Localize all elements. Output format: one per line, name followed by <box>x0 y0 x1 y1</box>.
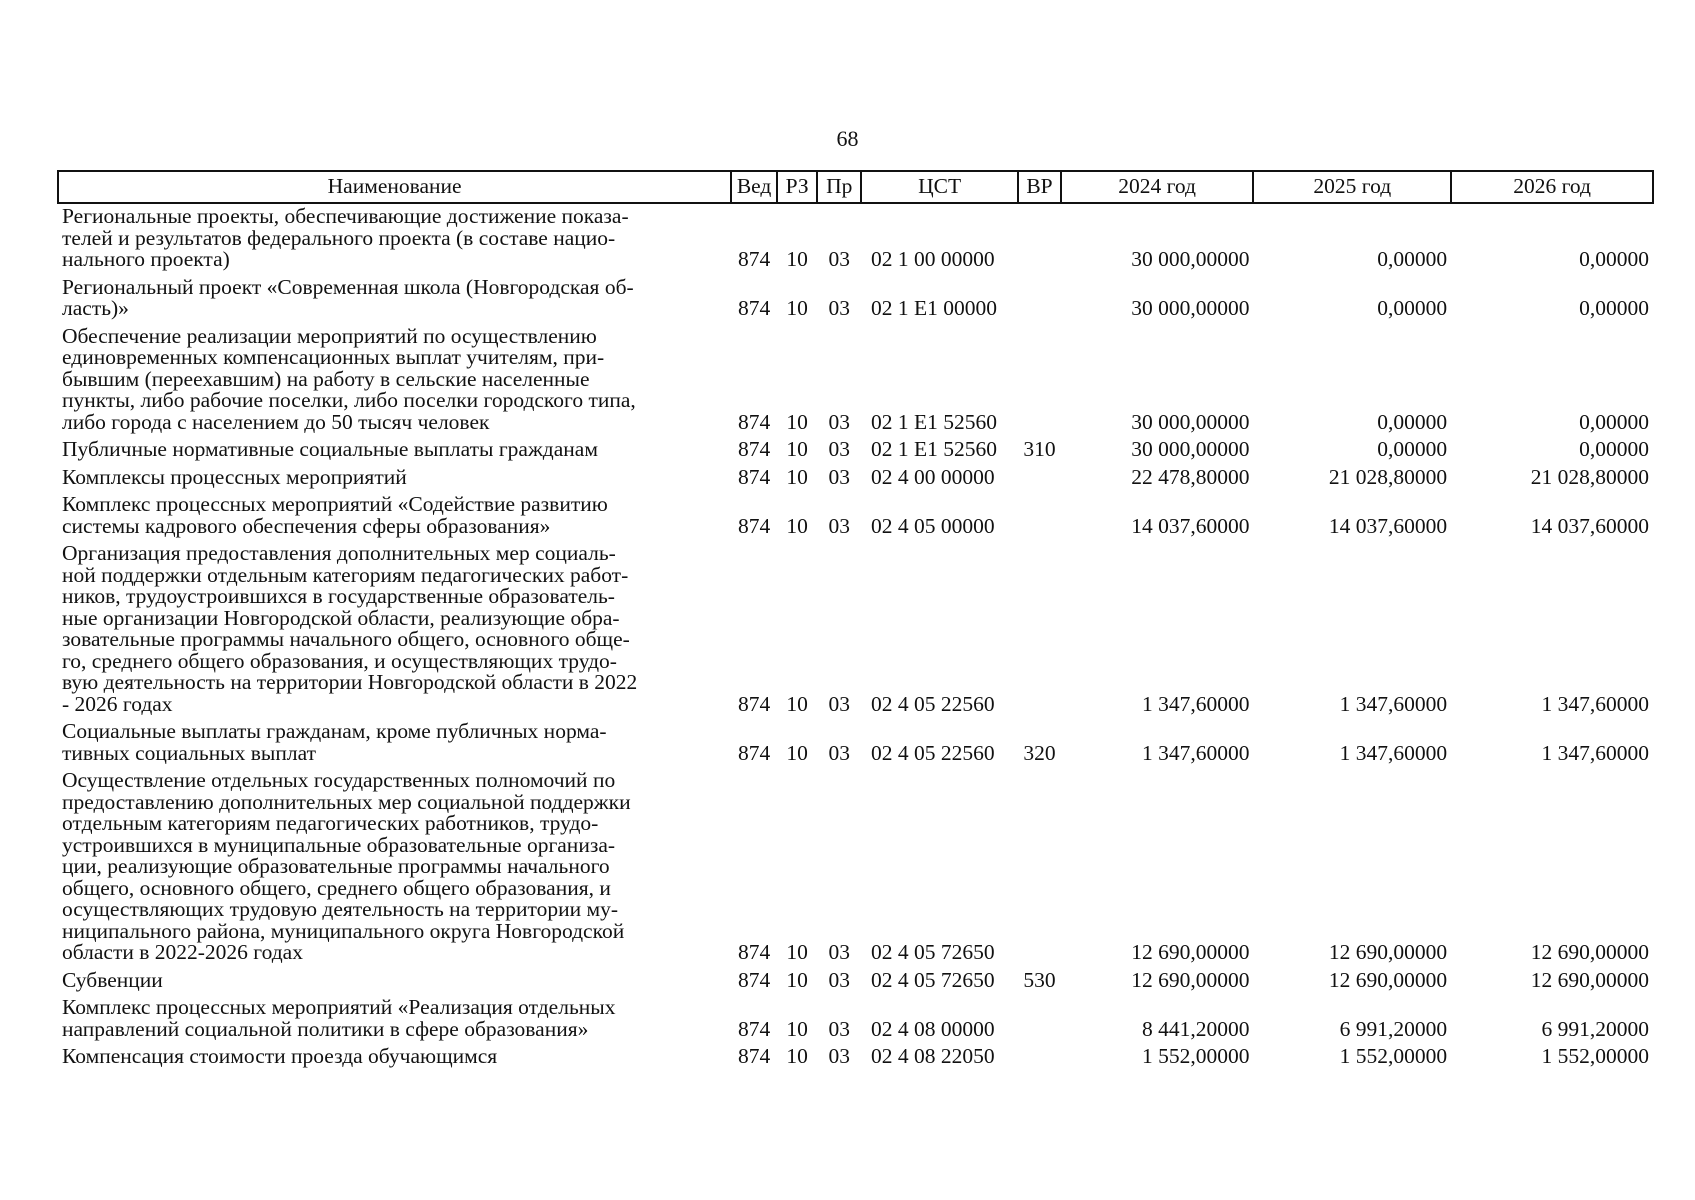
header-rz: РЗ <box>777 171 818 203</box>
row-cst: 02 1 E1 52560 <box>871 409 998 434</box>
header-ved: Вед <box>731 171 777 203</box>
row-name <box>58 275 731 324</box>
row-name <box>58 995 731 1044</box>
header-2025: 2025 год <box>1253 171 1451 203</box>
row-vr: 310 <box>1023 437 1056 461</box>
row-name-line: бывшим (переехавшим) на работу в сельские населенные <box>62 366 590 391</box>
row-rz: 10 <box>786 409 808 434</box>
row-amount-2026: 14 037,60000 <box>1530 513 1649 538</box>
row-cst: 02 4 05 72650 <box>871 967 995 992</box>
row-name <box>58 541 731 719</box>
table-row <box>58 541 1653 719</box>
row-pr: 03 <box>828 409 850 434</box>
row-name <box>58 719 731 768</box>
row-amount-2025: 12 690,00000 <box>1328 967 1448 992</box>
header-2024: 2024 год <box>1061 171 1254 203</box>
row-amount-2025: 12 690,00000 <box>1328 940 1448 964</box>
table-row <box>58 995 1653 1044</box>
row-pr: 03 <box>828 691 850 716</box>
row-vr <box>1018 492 1061 541</box>
table-header-row <box>58 171 1653 203</box>
row-ved: 874 <box>737 409 771 434</box>
row-name-line: отдельным категориям педагогических работников, трудо- <box>62 811 599 835</box>
row-amount-2024: 1 347,60000 <box>1141 740 1250 765</box>
row-name-line: ной поддержки отдельным категориям педагогических работ- <box>62 562 629 587</box>
row-name-line: общего, основного общего, среднего общего образования, и <box>62 875 611 900</box>
row-ved: 874 <box>737 967 771 992</box>
row-amount-2024: 30 000,00000 <box>1131 437 1250 461</box>
row-amount-2024: 12 690,00000 <box>1131 967 1250 992</box>
row-vr: 530 <box>1023 967 1056 992</box>
row-amount-2025: 0,00000 <box>1377 247 1448 271</box>
row-amount-2026: 6 991,20000 <box>1541 1016 1649 1041</box>
row-pr: 03 <box>828 1016 850 1041</box>
row-name <box>58 324 731 438</box>
row-name-line: ные организации Новгородской области, реализующие обра- <box>62 605 620 630</box>
table-row <box>58 492 1653 541</box>
row-name-line: Комплекс процессных мероприятий «Содействие развитию <box>62 492 608 516</box>
row-rz: 10 <box>786 247 808 271</box>
row-cst: 02 4 05 22560 <box>871 691 995 716</box>
row-name-line: ниципального района, муниципального округа Новгородской <box>62 918 625 943</box>
page-number: 68 <box>836 126 859 151</box>
row-name-line: вую деятельность на территории Новгородской области в 2022 <box>62 670 638 694</box>
row-amount-2024: 1 347,60000 <box>1141 691 1250 716</box>
row-name-line: области в 2022-2026 годах <box>62 940 303 964</box>
row-cst: 02 1 E1 00000 <box>871 296 998 320</box>
row-vr <box>1018 995 1061 1044</box>
row-pr: 03 <box>828 247 850 271</box>
row-amount-2026: 0,00000 <box>1579 409 1649 434</box>
row-amount-2024: 1 552,00000 <box>1141 1044 1250 1068</box>
table-row <box>58 719 1653 768</box>
row-rz: 10 <box>786 1016 808 1041</box>
row-cst: 02 4 08 22050 <box>871 1044 995 1068</box>
row-name-line: единовременных компенсационных выплат учителям, при- <box>62 345 605 369</box>
row-cst: 02 4 00 00000 <box>871 464 995 489</box>
row-name <box>58 437 731 465</box>
row-rz: 10 <box>786 740 808 765</box>
row-name-line: Комплексы процессных мероприятий <box>62 464 407 489</box>
row-vr <box>1018 324 1061 438</box>
row-amount-2024: 22 478,80000 <box>1131 464 1250 489</box>
row-name-line: Организация предоставления дополнительных мер социаль- <box>62 541 616 565</box>
row-name-line: осуществляющих трудовую деятельность на территории му- <box>62 897 619 921</box>
row-name-line: Обеспечение реализации мероприятий по осуществлению <box>62 323 597 348</box>
row-amount-2024: 30 000,00000 <box>1131 296 1250 320</box>
row-amount-2026: 1 552,00000 <box>1541 1044 1649 1068</box>
row-name-line: - 2026 годах <box>62 691 173 716</box>
table-body <box>58 203 1653 1072</box>
row-amount-2026: 0,00000 <box>1579 437 1649 461</box>
row-ved: 874 <box>737 247 771 271</box>
row-amount-2026: 0,00000 <box>1579 247 1649 271</box>
header-name: Наименование <box>58 171 731 203</box>
row-cst: 02 4 05 22560 <box>871 740 995 765</box>
row-ved: 874 <box>737 296 771 320</box>
row-rz: 10 <box>786 296 808 320</box>
row-name-line: го, среднего общего образования, и осуществляющих трудо- <box>62 648 617 673</box>
row-rz: 10 <box>786 691 808 716</box>
row-ved: 874 <box>737 740 771 765</box>
row-vr <box>1018 465 1061 493</box>
header-vr: ВР <box>1018 171 1061 203</box>
row-ved: 874 <box>737 1044 771 1068</box>
row-name <box>58 203 731 275</box>
row-name-line: ласть)» <box>62 296 129 320</box>
row-ved: 874 <box>737 691 771 716</box>
row-name-line: ции, реализующие образовательные программы начального <box>62 854 610 878</box>
table-row <box>58 203 1653 275</box>
row-name-line: Региональный проект «Современная школа (Новгородская об- <box>62 274 634 299</box>
row-name-line: предоставлению дополнительных мер социальной поддержки <box>62 789 631 814</box>
row-amount-2024: 30 000,00000 <box>1131 409 1250 434</box>
header-2026: 2026 год <box>1451 171 1653 203</box>
row-rz: 10 <box>786 437 808 461</box>
row-ved: 874 <box>737 1016 771 1041</box>
row-pr: 03 <box>828 296 850 320</box>
table-row <box>58 768 1653 968</box>
row-amount-2025: 6 991,20000 <box>1339 1016 1448 1041</box>
row-amount-2024: 14 037,60000 <box>1131 513 1250 538</box>
row-ved: 874 <box>737 513 771 538</box>
row-pr: 03 <box>828 464 850 489</box>
row-name-line: Осуществление отдельных государственных полномочий по <box>62 768 616 792</box>
row-vr <box>1018 768 1061 968</box>
row-cst: 02 4 05 00000 <box>871 513 995 538</box>
row-cst: 02 4 05 72650 <box>871 940 995 964</box>
table-row <box>58 437 1653 465</box>
row-amount-2026: 12 690,00000 <box>1530 940 1649 964</box>
row-pr: 03 <box>828 437 850 461</box>
row-name-line: Региональные проекты, обеспечивающие достижение показа- <box>62 204 629 228</box>
row-name-line: системы кадрового обеспечения сферы образования» <box>62 513 551 538</box>
table-row <box>58 1044 1653 1072</box>
header-cst: ЦСТ <box>861 171 1018 203</box>
row-name-line: либо города с населением до 50 тысяч человек <box>62 409 490 434</box>
row-name-line: Субвенции <box>62 967 163 992</box>
row-name-line: нального проекта) <box>62 247 230 271</box>
row-name <box>58 968 731 996</box>
row-name-line: устроившихся в муниципальные образовательные организа- <box>62 832 616 857</box>
row-rz: 10 <box>786 1044 808 1068</box>
row-amount-2025: 21 028,80000 <box>1328 464 1448 489</box>
row-pr: 03 <box>828 513 850 538</box>
row-name <box>58 1044 731 1072</box>
row-amount-2025: 0,00000 <box>1377 409 1448 434</box>
row-ved: 874 <box>737 464 771 489</box>
row-name-line: направлений социальной политики в сфере образования» <box>62 1016 589 1041</box>
row-ved: 874 <box>737 437 771 461</box>
row-amount-2026: 21 028,80000 <box>1530 464 1649 489</box>
row-amount-2025: 1 347,60000 <box>1339 740 1448 765</box>
row-amount-2026: 0,00000 <box>1579 296 1649 320</box>
row-name-line: Социальные выплаты гражданам, кроме публичных норма- <box>62 719 607 743</box>
header-pr: Пр <box>817 171 861 203</box>
row-cst: 02 1 00 00000 <box>871 247 995 271</box>
row-pr: 03 <box>828 1044 850 1068</box>
table-row <box>58 968 1653 996</box>
row-rz: 10 <box>786 967 808 992</box>
row-amount-2025: 0,00000 <box>1377 437 1448 461</box>
row-cst: 02 1 E1 52560 <box>871 437 998 461</box>
row-name-line: тивных социальных выплат <box>62 740 316 765</box>
row-amount-2026: 1 347,60000 <box>1541 691 1649 716</box>
row-ved: 874 <box>737 940 771 964</box>
table-row <box>58 465 1653 493</box>
row-vr <box>1018 541 1061 719</box>
row-vr <box>1018 275 1061 324</box>
row-name-line: пункты, либо рабочие поселки, либо поселки городского типа, <box>62 388 636 412</box>
row-rz: 10 <box>786 513 808 538</box>
row-name-line: ников, трудоустроившихся в государственные образователь- <box>62 584 615 608</box>
row-pr: 03 <box>828 740 850 765</box>
row-name-line: Компенсация стоимости проезда обучающимся <box>62 1044 498 1068</box>
row-cst: 02 4 08 00000 <box>871 1016 995 1041</box>
row-pr: 03 <box>828 967 850 992</box>
row-amount-2025: 1 552,00000 <box>1339 1044 1448 1068</box>
row-name-line: Публичные нормативные социальные выплаты гражданам <box>62 437 598 461</box>
row-amount-2025: 0,00000 <box>1377 296 1448 320</box>
row-amount-2024: 8 441,20000 <box>1141 1016 1250 1041</box>
row-vr: 320 <box>1023 740 1056 765</box>
row-name <box>58 465 731 493</box>
row-pr: 03 <box>828 940 850 964</box>
row-rz: 10 <box>786 464 808 489</box>
row-amount-2024: 12 690,00000 <box>1131 940 1250 964</box>
budget-table <box>57 170 1654 1072</box>
row-amount-2024: 30 000,00000 <box>1131 247 1250 271</box>
table-row <box>58 324 1653 438</box>
table-row <box>58 275 1653 324</box>
row-name <box>58 768 731 968</box>
row-name <box>58 492 731 541</box>
row-amount-2026: 12 690,00000 <box>1530 967 1649 992</box>
row-vr <box>1018 1044 1061 1072</box>
row-amount-2025: 14 037,60000 <box>1328 513 1448 538</box>
row-rz: 10 <box>786 940 808 964</box>
row-vr <box>1018 203 1061 275</box>
row-name-line: зовательные программы начального общего, основного обще- <box>62 627 630 651</box>
row-name-line: телей и результатов федерального проекта (в составе нацио- <box>62 225 616 250</box>
row-amount-2026: 1 347,60000 <box>1541 740 1649 765</box>
row-name-line: Комплекс процессных мероприятий «Реализация отдельных <box>62 995 616 1019</box>
row-amount-2025: 1 347,60000 <box>1339 691 1448 716</box>
